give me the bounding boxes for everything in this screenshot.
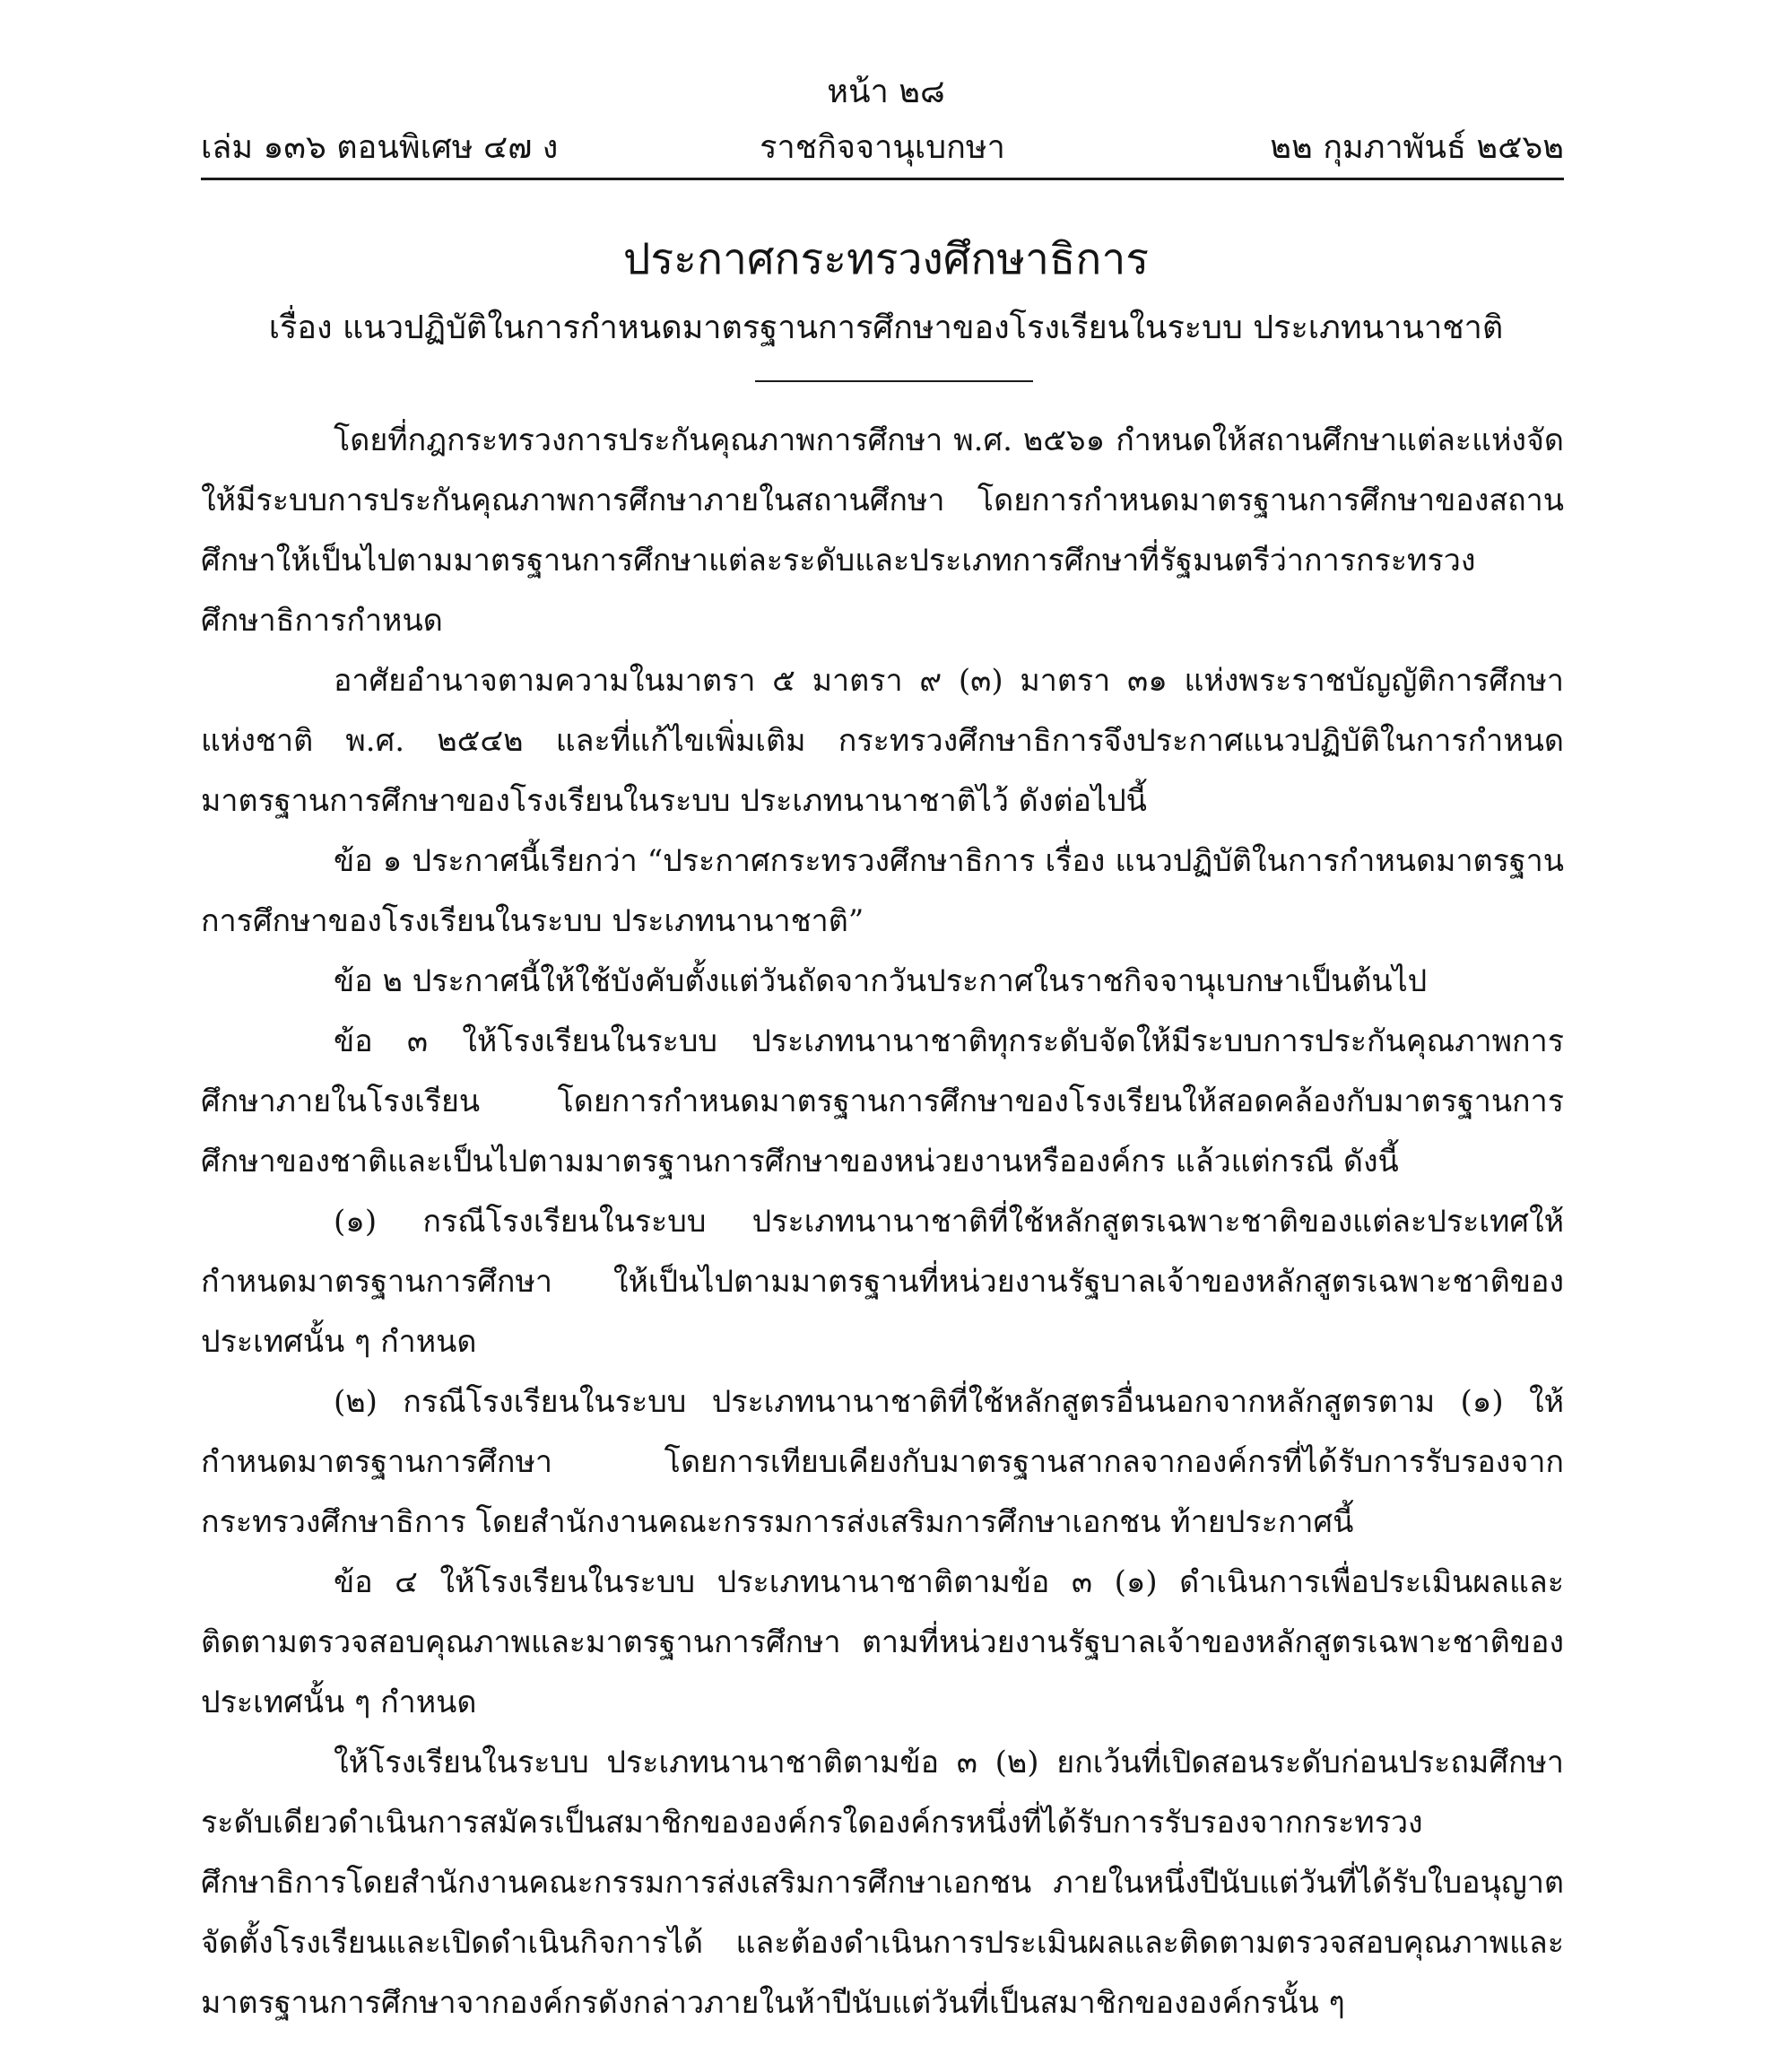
volume-issue: เล่ม ๑๓๖ ตอนพิเศษ ๔๗ ง: [201, 129, 559, 166]
header-divider: [201, 178, 1564, 180]
announcement-body: [201, 411, 1564, 2033]
paragraph-authority: อาศัยอำนาจตามความในมาตรา ๕ มาตรา ๙ (๓) มาตรา ๓๑ แห่งพระราชบัญญัติการศึกษาแห่งชาติ พ.ศ. ๒๕๔๒ และที่แก้ไขเพิ่มเติม กระทรวงศึกษาธิการจึงประกาศแนวปฏิบัติในการกำหนดมาตรฐานการศึกษาของโรงเรียนในระบบ ประเภทนานาชาติไว้ ดังต่อไปนี้: [201, 663, 1564, 819]
page-number: หน้า ๒๘: [827, 74, 945, 110]
paragraph-clause-3: ข้อ ๓ ให้โรงเรียนในระบบ ประเภทนานาชาติทุกระดับจัดให้มีระบบการประกันคุณภาพการศึกษาภายในโรงเรียน โดยการกำหนดมาตรฐานการศึกษาของโรงเรียนให้สอดคล้องกับมาตรฐานการศึกษาของชาติและเป็นไปตามมาตรฐานการศึกษาของหน่วยงานหรือองค์กร แล้วแต่กรณี ดังนี้: [201, 1023, 1564, 1180]
title-divider: [755, 380, 1033, 382]
paragraph-clause-3-2: (๒) กรณีโรงเรียนในระบบ ประเภทนานาชาติที่ใช้หลักสูตรอื่นนอกจากหลักสูตรตาม (๑) ให้กำหนดมาตรฐานการศึกษา โดยการเทียบเคียงกับมาตรฐานสากลจากองค์กรที่ได้รับการรับรองจากกระทรวงศึกษาธิการ โดยสำนักงานคณะกรรมการส่งเสริมการศึกษาเอกชน ท้ายประกาศนี้: [201, 1384, 1564, 1540]
publication-name: ราชกิจจานุเบกษา: [760, 129, 1005, 166]
paragraph-clause-3-1: (๑) กรณีโรงเรียนในระบบ ประเภทนานาชาติที่ใช้หลักสูตรเฉพาะชาติของแต่ละประเทศให้กำหนดมาตรฐานการศึกษา ให้เป็นไปตามมาตรฐานที่หน่วยงานรัฐบาลเจ้าของหลักสูตรเฉพาะชาติของประเทศนั้น ๆ กำหนด: [201, 1204, 1564, 1360]
paragraph-preamble: โดยที่กฎกระทรวงการประกันคุณภาพการศึกษา พ.ศ. ๒๕๖๑ กำหนดให้สถานศึกษาแต่ละแห่งจัดให้มีระบบการประกันคุณภาพการศึกษาภายในสถานศึกษา โดยการกำหนดมาตรฐานการศึกษาของสถานศึกษาให้เป็นไปตามมาตรฐานการศึกษาแต่ละระดับและประเภทการศึกษาที่รัฐมนตรีว่าการกระทรวงศึกษาธิการกำหนด: [201, 422, 1564, 639]
paragraph-clause-1: ข้อ ๑ ประกาศนี้เรียกว่า “ประกาศกระทรวงศึกษาธิการ เรื่อง แนวปฏิบัติในการกำหนดมาตรฐานการศึกษาของโรงเรียนในระบบ ประเภทนานาชาติ”: [201, 843, 1564, 939]
publication-date: ๒๒ กุมภาพันธ์ ๒๕๖๒: [1270, 129, 1564, 166]
gazette-header: [201, 126, 1564, 172]
paragraph-clause-4-second: ให้โรงเรียนในระบบ ประเภทนานาชาติตามข้อ ๓ (๒) ยกเว้นที่เปิดสอนระดับก่อนประถมศึกษาระดับเดียวดำเนินการสมัครเป็นสมาชิกขององค์กรใดองค์กรหนึ่งที่ได้รับการรับรองจากกระทรวงศึกษาธิการโดยสำนักงานคณะกรรมการส่งเสริมการศึกษาเอกชน ภายในหนึ่งปีนับแต่วันที่ได้รับใบอนุญาตจัดตั้งโรงเรียนและเปิดดำเนินกิจการได้ และต้องดำเนินการประเมินผลและติดตามตรวจสอบคุณภาพและมาตรฐานการศึกษาจากองค์กรดังกล่าวภายในห้าปีนับแต่วันที่เป็นสมาชิกขององค์กรนั้น ๆ: [201, 1745, 1564, 2021]
paragraph-clause-4: ข้อ ๔ ให้โรงเรียนในระบบ ประเภทนานาชาติตามข้อ ๓ (๑) ดำเนินการเพื่อประเมินผลและติดตามตรวจสอบคุณภาพและมาตรฐานการศึกษา ตามที่หน่วยงานรัฐบาลเจ้าของหลักสูตรเฉพาะชาติของประเทศนั้น ๆ กำหนด: [201, 1564, 1564, 1720]
paragraph-clause-2: ข้อ ๒ ประกาศนี้ให้ใช้บังคับตั้งแต่วันถัดจากวันประกาศในราชกิจจานุเบกษาเป็นต้นไป: [334, 963, 1428, 999]
announcement-title: ประกาศกระทรวงศึกษาธิการ: [622, 234, 1150, 284]
announcement-subject: เรื่อง แนวปฏิบัติในการกำหนดมาตรฐานการศึกษาของโรงเรียนในระบบ ประเภทนานาชาติ: [268, 309, 1504, 346]
